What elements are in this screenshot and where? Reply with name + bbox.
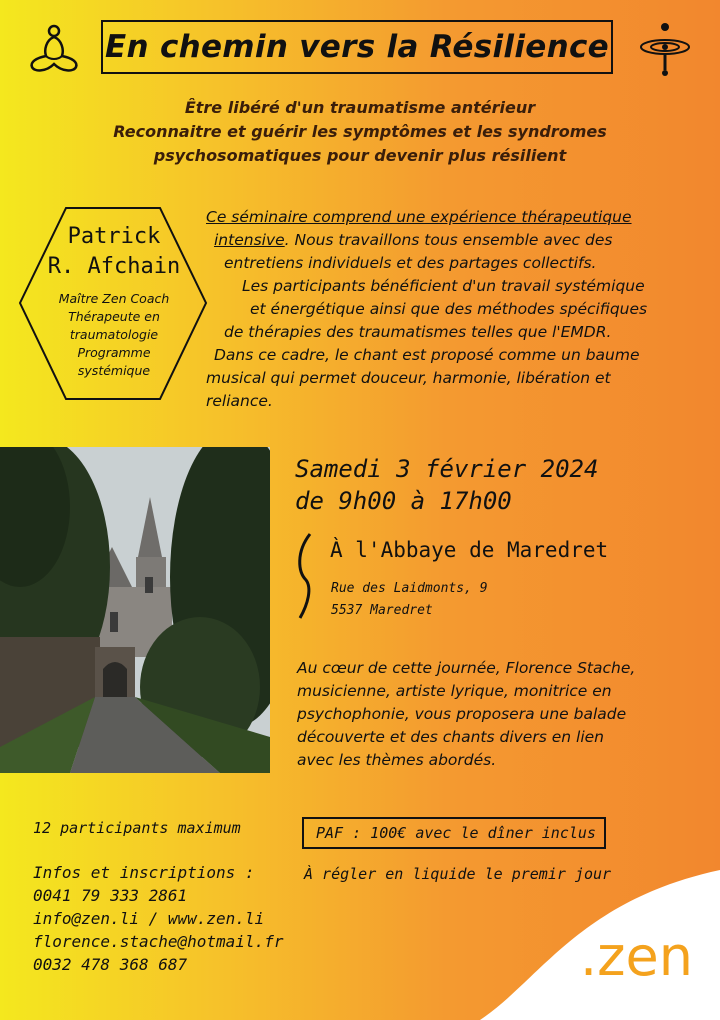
music-description bbox=[297, 657, 717, 772]
price-box bbox=[302, 817, 606, 849]
chakra-icon bbox=[636, 22, 694, 78]
desc-line: Les participants bénéficient d'un travail systémique bbox=[242, 277, 645, 295]
abbey-photo bbox=[0, 447, 270, 773]
speaker-role: traumatologie bbox=[69, 327, 159, 342]
zen-logo: .zen bbox=[580, 925, 693, 988]
title-box bbox=[101, 20, 613, 74]
speaker-first-name: Patrick bbox=[67, 224, 161, 249]
phone-1[interactable]: 0041 79 333 2861 bbox=[33, 886, 188, 905]
music-line: psychophonie, vous proposera une balade bbox=[297, 705, 627, 723]
info-title: Infos et inscriptions : bbox=[33, 863, 255, 882]
payment-note: À régler en liquide le premir jour bbox=[304, 865, 612, 883]
event-day: Samedi 3 février 2024 bbox=[295, 455, 599, 483]
email-contact[interactable]: florence.stache@hotmail.fr bbox=[33, 932, 284, 951]
participants-limit: 12 participants maximum bbox=[33, 819, 241, 837]
speaker-role: Thérapeute en bbox=[68, 309, 160, 324]
desc-line bbox=[206, 229, 676, 252]
desc-line: et énergétique ainsi que des méthodes spécifiques bbox=[250, 300, 648, 318]
desc-line: Ce séminaire comprend une expérience thérapeutique bbox=[206, 208, 632, 226]
venue-street: Rue des Laidmonts, 9 bbox=[331, 581, 488, 596]
contact-info bbox=[33, 861, 283, 976]
speaker-role: systémique bbox=[77, 363, 151, 378]
music-line: musicienne, artiste lyrique, monitrice en bbox=[297, 682, 612, 700]
speaker-last-name: R. Afchain bbox=[47, 254, 181, 279]
desc-line: reliance. bbox=[206, 392, 273, 410]
speaker-card bbox=[34, 222, 194, 380]
desc-emphasis: intensive bbox=[214, 231, 285, 249]
venue-city: 5537 Maredret bbox=[331, 603, 433, 618]
speaker-role: Programme bbox=[77, 345, 151, 360]
seminar-description bbox=[206, 206, 676, 413]
desc-line: de thérapies des traumatismes telles que l'EMDR. bbox=[224, 323, 612, 341]
meditation-icon bbox=[26, 22, 82, 76]
subtitle bbox=[60, 96, 660, 168]
desc-text: . Nous travaillons tous ensemble avec des bbox=[284, 231, 613, 249]
venue-address bbox=[331, 578, 488, 622]
subtitle-line: Reconnaitre et guérir les symptômes et les syndromes bbox=[113, 122, 607, 141]
desc-line: musical qui permet douceur, harmonie, libération et bbox=[206, 369, 611, 387]
price-text: PAF : 100€ avec le dîner inclus bbox=[316, 824, 596, 842]
music-line: avec les thèmes abordés. bbox=[297, 751, 497, 769]
music-line: Au cœur de cette journée, Florence Stache, bbox=[297, 659, 636, 677]
subtitle-line: psychosomatiques pour devenir plus résilient bbox=[153, 146, 567, 165]
web-contact[interactable]: info@zen.li / www.zen.li bbox=[33, 909, 265, 928]
bracket-decoration bbox=[294, 532, 316, 622]
music-line: découverte et des chants divers en lien bbox=[297, 728, 604, 746]
event-time: de 9h00 à 17h00 bbox=[295, 487, 512, 515]
subtitle-line: Être libéré d'un traumatisme antérieur bbox=[184, 98, 536, 117]
desc-line: entretiens individuels et des partages collectifs. bbox=[224, 254, 597, 272]
event-date bbox=[295, 453, 598, 517]
desc-line: Dans ce cadre, le chant est proposé comme un baume bbox=[214, 346, 640, 364]
phone-2[interactable]: 0032 478 368 687 bbox=[33, 955, 188, 974]
page-title: En chemin vers la Résilience bbox=[105, 29, 609, 65]
venue-name: À l'Abbaye de Maredret bbox=[330, 538, 609, 562]
speaker-role: Maître Zen Coach bbox=[58, 291, 170, 306]
